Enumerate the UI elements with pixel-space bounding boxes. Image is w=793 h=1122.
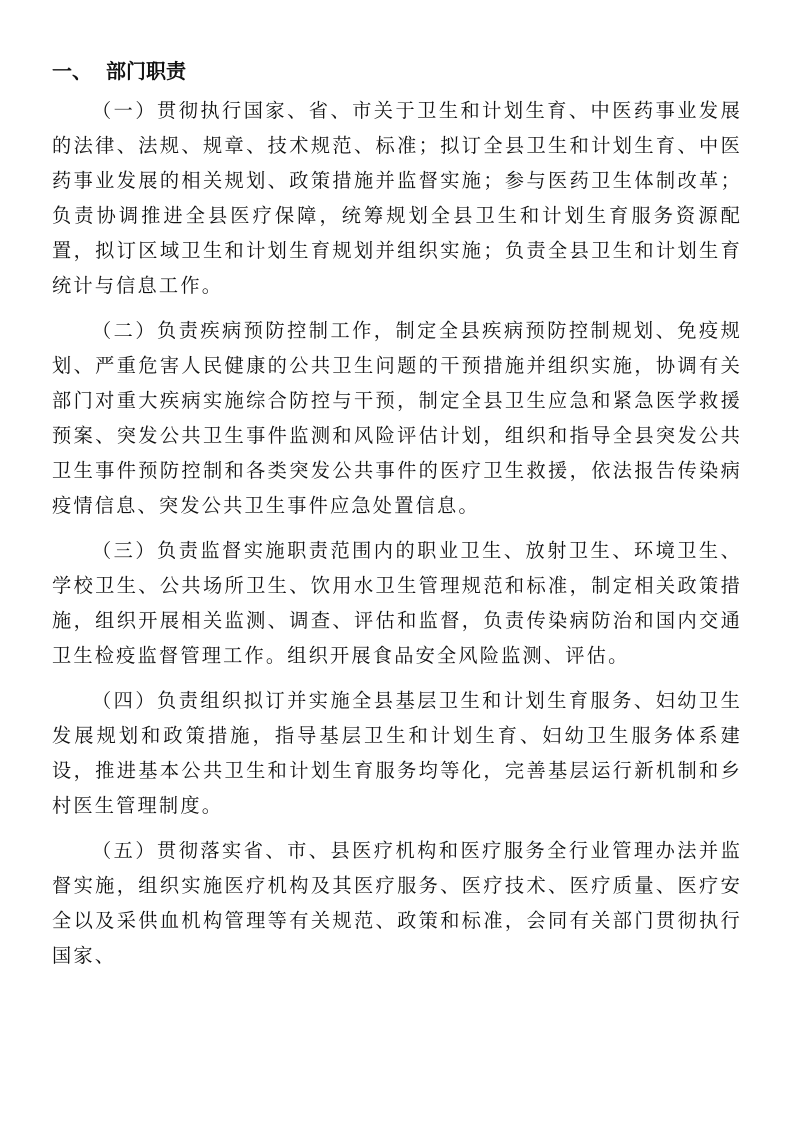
paragraph-duty-3: （三）负责监督实施职责范围内的职业卫生、放射卫生、环境卫生、学校卫生、公共场所卫生、饮用水卫生管理规范和标准，制定相关政策措施，组织开展相关监测、调查、评估和监督，负责传染病防治和国内交通卫生检疫监督管理工作。组织开展食品安全风险监测、评估。: [52, 539, 742, 667]
section-heading: [52, 57, 186, 85]
paragraph-duty-2: （二）负责疾病预防控制工作，制定全县疾病预防控制规划、免疫规划、严重危害人民健康的公共卫生问题的干预措施并组织实施，协调有关部门对重大疾病实施综合防控与干预，制定全县卫生应急和紧急医学救援预案、突发公共卫生事件监测和风险评估计划，组织和指导全县突发公共卫生事件预防控制和各类突发公共事件的医疗卫生救援，依法报告传染病疫情信息、突发公共卫生事件应急处置信息。: [52, 319, 742, 517]
paragraph-duty-5: （五）贯彻落实省、市、县医疗机构和医疗服务全行业管理办法并监督实施，组织实施医疗机构及其医疗服务、医疗技术、医疗质量、医疗安全以及采供血机构管理等有关规范、政策和标准，会同有关部门贯彻执行国家、: [52, 839, 742, 967]
section-number: 一、: [52, 59, 92, 83]
section-title: 部门职责: [106, 59, 186, 83]
paragraph-duty-1: （一）贯彻执行国家、省、市关于卫生和计划生育、中医药事业发展的法律、法规、规章、技术规范、标准；拟订全县卫生和计划生育、中医药事业发展的相关规划、政策措施并监督实施；参与医药卫生体制改革；负责协调推进全县医疗保障，统筹规划全县卫生和计划生育服务资源配置，拟订区域卫生和计划生育规划并组织实施；负责全县卫生和计划生育统计与信息工作。: [52, 99, 742, 297]
document-body: [52, 93, 742, 973]
paragraph-duty-4: （四）负责组织拟订并实施全县基层卫生和计划生育服务、妇幼卫生发展规划和政策措施，指导基层卫生和计划生育、妇幼卫生服务体系建设，推进基本公共卫生和计划生育服务均等化，完善基层运行新机制和乡村医生管理制度。: [52, 689, 742, 817]
